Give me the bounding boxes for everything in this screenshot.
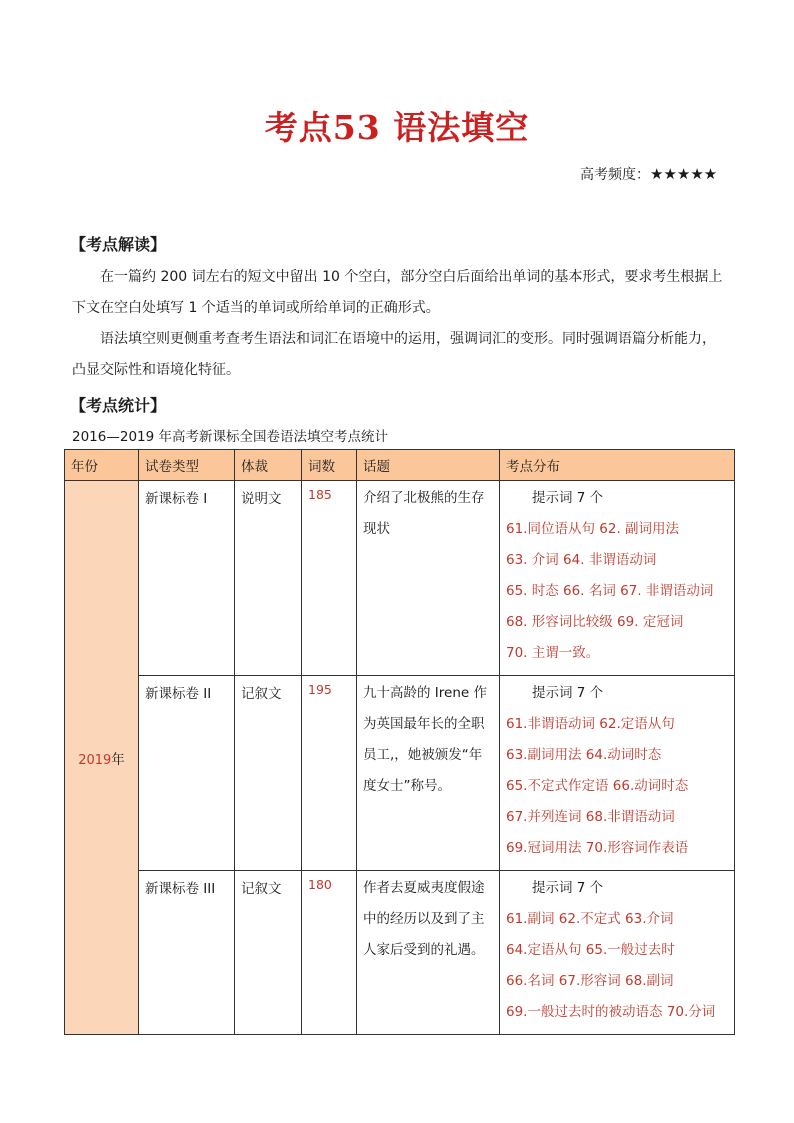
exam-frequency xyxy=(580,164,717,184)
topic: 作者去夏威夷度假途中的经历以及到了主人家后受到的礼遇。 xyxy=(357,871,500,1035)
point-line: 70. 主谓一致。 xyxy=(506,645,600,661)
table-row xyxy=(65,871,735,1035)
hint-count: 提示词 7 个 xyxy=(532,490,604,506)
point-line: 64.定语从句 65.一般过去时 xyxy=(506,942,675,958)
hint-count: 提示词 7 个 xyxy=(532,685,604,701)
points-cell xyxy=(500,871,735,1035)
points-cell xyxy=(500,676,735,871)
header-paper-type: 试卷类型 xyxy=(139,450,235,481)
point-line: 61.非谓语动词 62.定语从句 xyxy=(506,716,675,732)
point-line: 67.并列连词 68.非谓语动词 xyxy=(506,809,675,825)
point-line: 61.同位语从句 62. 副词用法 xyxy=(506,521,680,537)
header-genre: 体裁 xyxy=(235,450,302,481)
topic: 介绍了北极熊的生存现状 xyxy=(357,481,500,676)
header-year: 年份 xyxy=(65,450,139,481)
page-title: 考点53 语法填空 xyxy=(264,108,530,147)
paper-type: 新课标卷 III xyxy=(139,871,235,1035)
year-number: 2019 xyxy=(78,752,112,768)
point-line: 63. 介词 64. 非谓语动词 xyxy=(506,552,657,568)
point-line: 68. 形容词比较级 69. 定冠词 xyxy=(506,614,684,630)
genre: 说明文 xyxy=(235,481,302,676)
point-line: 69.冠词用法 70.形容词作表语 xyxy=(506,840,689,856)
header-topic: 话题 xyxy=(357,450,500,481)
frequency-stars: ★★★★★ xyxy=(650,165,718,183)
word-count: 180 xyxy=(302,871,357,1035)
paper-type: 新课标卷 I xyxy=(139,481,235,676)
table-header-row xyxy=(65,450,735,481)
table-caption: 2016—2019 年高考新课标全国卷语法填空考点统计 xyxy=(72,429,389,445)
point-line: 66.名词 67.形容词 68.副词 xyxy=(506,973,674,989)
genre: 记叙文 xyxy=(235,871,302,1035)
table-row xyxy=(65,481,735,676)
table-row xyxy=(65,676,735,871)
topic: 九十高龄的 Irene 作为英国最年长的全职员工,，她被颁发“年度女士”称号。 xyxy=(357,676,500,871)
statistics-table xyxy=(64,449,735,1035)
header-word-count: 词数 xyxy=(302,450,357,481)
point-line: 69.一般过去时的被动语态 70.分词 xyxy=(506,1004,716,1020)
points-cell xyxy=(500,481,735,676)
header-points: 考点分布 xyxy=(500,450,735,481)
paragraph-1: 在一篇约 200 词左右的短文中留出 10 个空白，部分空白后面给出单词的基本形式，要求考生根据上下文在空白处填写 1 个适当的单词或所给单词的正确形式。 xyxy=(72,269,723,316)
frequency-label: 高考频度： xyxy=(580,167,650,183)
year-unit: 年 xyxy=(111,751,125,768)
hint-count: 提示词 7 个 xyxy=(532,880,604,896)
section-heading-interpretation: 【考点解读】 xyxy=(70,235,167,254)
word-count: 195 xyxy=(302,676,357,871)
point-line: 63.副词用法 64.动词时态 xyxy=(506,747,662,763)
section-heading-statistics: 【考点统计】 xyxy=(70,396,167,415)
point-line: 65. 时态 66. 名词 67. 非谓语动词 xyxy=(506,583,714,599)
word-count: 185 xyxy=(302,481,357,676)
year-cell xyxy=(65,481,139,1035)
paper-type: 新课标卷 II xyxy=(139,676,235,871)
point-line: 65.不定式作定语 66.动词时态 xyxy=(506,778,689,794)
genre: 记叙文 xyxy=(235,676,302,871)
paragraph-2: 语法填空则更侧重考查考生语法和词汇在语境中的运用，强调词汇的变形。同时强调语篇分析能力，凸显交际性和语境化特征。 xyxy=(72,331,716,378)
point-line: 61.副词 62.不定式 63.介词 xyxy=(506,911,674,927)
